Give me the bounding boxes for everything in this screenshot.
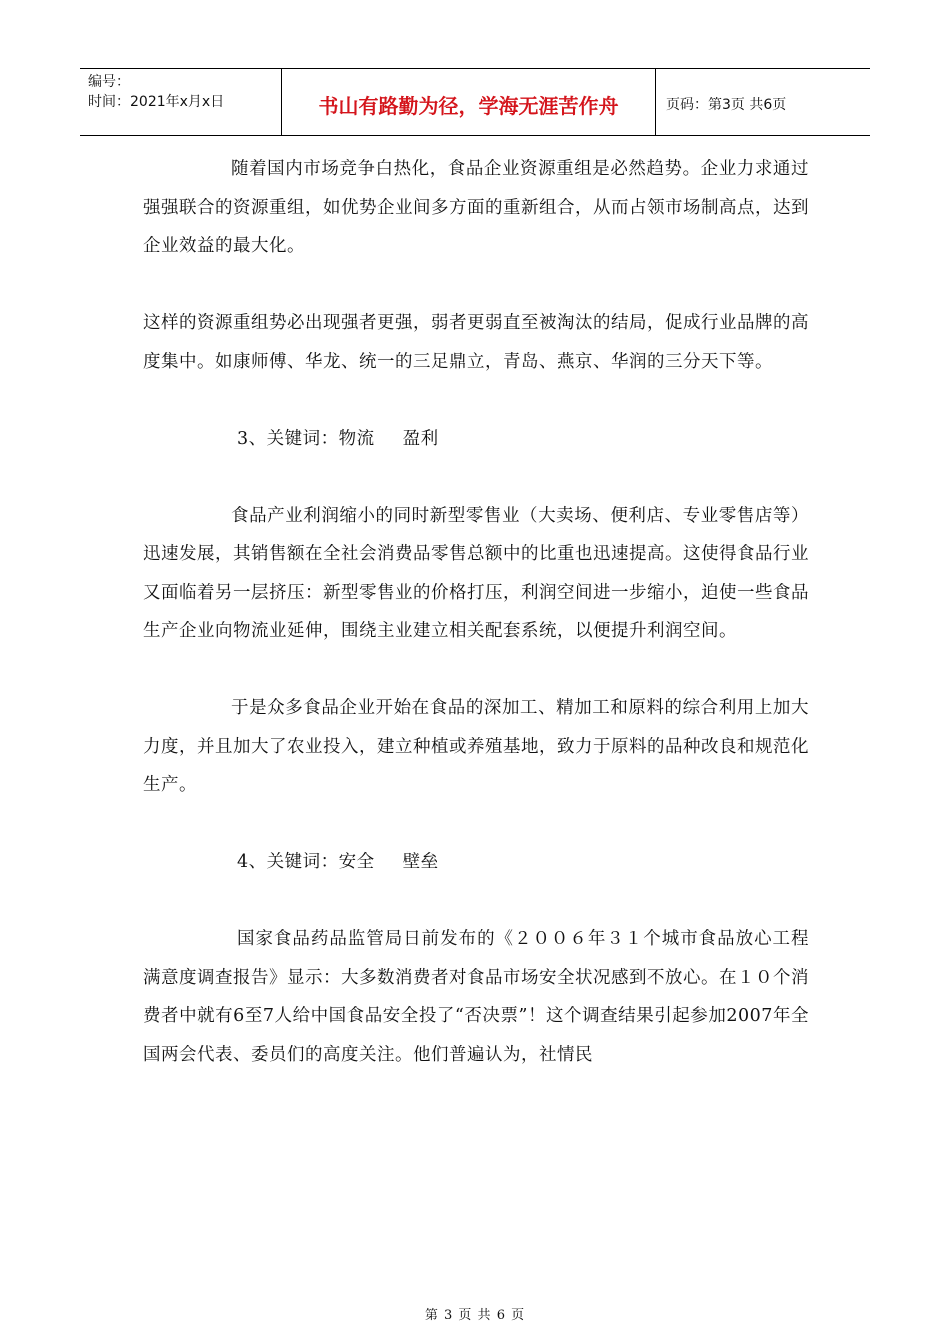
paragraph-3: 食品产业利润缩小的同时新型零售业（大卖场、便利店、专业零售店等）迅速发展，其销售额在全社会消费品零售总额中的比重也迅速提高。这使得食品行业又面临着另一层挤压：新型零售业的价格打压，利润空间进一步缩小，迫使一些食品生产企业向物流业延伸，围绕主业建立相关配套系统，以便提升利润空间。 <box>143 505 809 641</box>
document-body <box>143 150 809 1113</box>
heading-4-keyword-1: 4、关键词：安全 <box>237 852 375 872</box>
page-footer: 第 3 页 共 6 页 <box>424 1308 526 1323</box>
header-meta-cell <box>80 69 282 135</box>
paragraph-1: 随着国内市场竞争白热化，食品企业资源重组是必然趋势。企业力求通过强强联合的资源重组，如优势企业间多方面的重新组合，从而占领市场制高点，达到企业效益的最大化。 <box>143 159 809 256</box>
time-label: 时间：2021年x月x日 <box>88 94 225 110</box>
number-label: 编号： <box>88 74 130 90</box>
header-motto: 书山有路勤为径，学海无涯苦作舟 <box>282 69 656 135</box>
paragraph-2: 这样的资源重组势必出现强者更强，弱者更弱直至被淘汰的结局，促成行业品牌的高度集中。如康师傅、华龙、统一的三足鼎立，青岛、燕京、华润的三分天下等。 <box>143 313 809 372</box>
heading-3-keyword-2: 盈利 <box>402 428 439 449</box>
heading-4-keyword-2: 壁垒 <box>402 852 439 872</box>
section-heading-3 <box>143 420 809 459</box>
heading-3-keyword-1: 3、关键词：物流 <box>237 428 375 449</box>
page-header <box>80 68 870 136</box>
header-page-info: 页码：第3页 共6页 <box>666 97 787 113</box>
paragraph-4: 于是众多食品企业开始在食品的深加工、精加工和原料的综合利用上加大力度，并且加大了农业投入，建立种植或养殖基地，致力于原料的品种改良和规范化生产。 <box>143 698 809 795</box>
paragraph-5: 国家食品药品监管局日前发布的《２００６年３１个城市食品放心工程满意度调查报告》显示：大多数消费者对食品市场安全状况感到不放心。在１０个消费者中就有6至7人给中国食品安全投了“否决票”！这个调查结果引起参加2007年全国两会代表、委员们的高度关注。他们普遍认为，社情民 <box>143 929 809 1065</box>
section-heading-4 <box>143 843 809 882</box>
